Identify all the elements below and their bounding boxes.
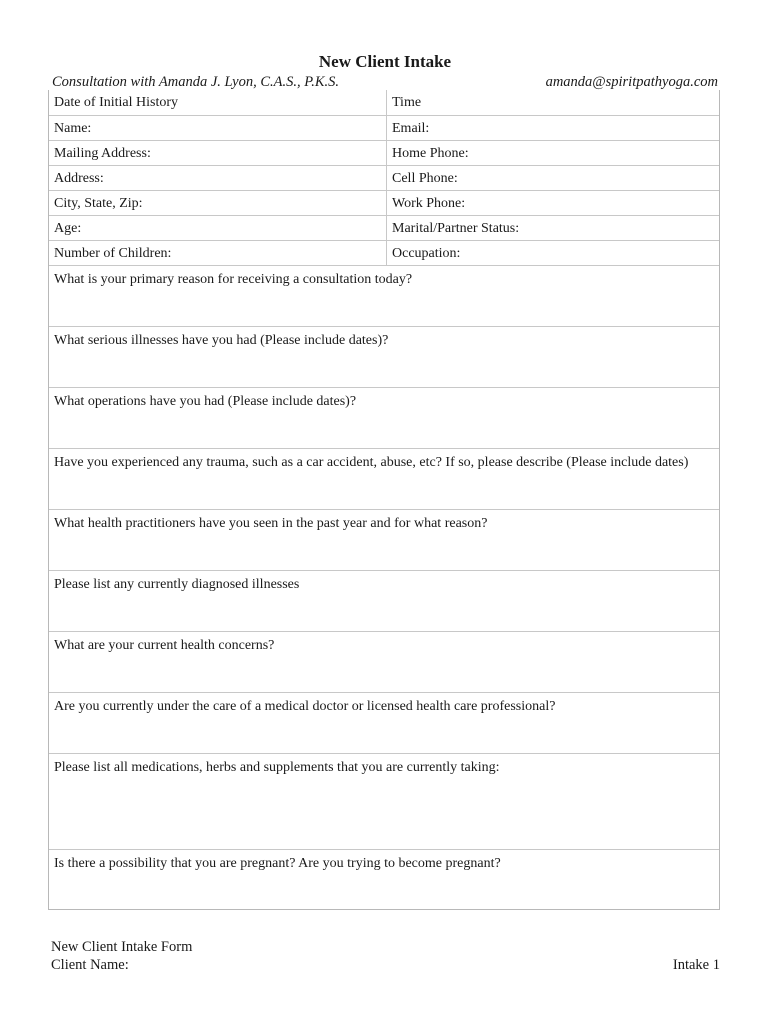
cell-phone-field[interactable]: Cell Phone: — [392, 171, 458, 186]
mailing-address-field[interactable]: Mailing Address: — [49, 141, 387, 165]
number-of-children-field[interactable]: Number of Children: — [49, 241, 387, 265]
field-row-name — [49, 115, 719, 140]
time-field[interactable]: Time — [392, 95, 422, 110]
field-row-children — [49, 240, 719, 265]
footer-page-label: Intake 1 — [672, 957, 720, 973]
email-field[interactable]: Email: — [392, 121, 430, 136]
question-health-concerns[interactable]: What are your current health concerns? — [49, 631, 719, 692]
question-medications[interactable]: Please list all medications, herbs and supplements that you are currently taking: — [49, 753, 719, 849]
form-title: New Client Intake — [318, 52, 452, 71]
address-field[interactable]: Address: — [49, 166, 387, 190]
question-health-practitioners[interactable]: What health practitioners have you seen in the past year and for what reason? — [49, 509, 719, 570]
field-row-date — [49, 90, 719, 115]
question-primary-reason[interactable]: What is your primary reason for receiving a consultation today? — [49, 265, 719, 326]
question-pregnancy[interactable]: Is there a possibility that you are pregnant? Are you trying to become pregnant? — [49, 849, 719, 909]
footer-client-name-label: Client Name: — [51, 957, 129, 973]
date-of-initial-history-field[interactable]: Date of Initial History — [49, 90, 387, 115]
city-state-zip-field[interactable]: City, State, Zip: — [49, 191, 387, 215]
question-trauma[interactable]: Have you experienced any trauma, such as a car accident, abuse, etc? If so, please describe (Please include dates) — [49, 448, 719, 509]
question-operations[interactable]: What operations have you had (Please include dates)? — [49, 387, 719, 448]
name-field[interactable]: Name: — [49, 116, 387, 140]
work-phone-field[interactable]: Work Phone: — [392, 196, 466, 211]
question-medical-care[interactable]: Are you currently under the care of a medical doctor or licensed health care professional? — [49, 692, 719, 753]
field-row-address — [49, 165, 719, 190]
question-diagnosed-illnesses[interactable]: Please list any currently diagnosed illnesses — [49, 570, 719, 631]
intake-form-table — [48, 90, 720, 910]
age-field[interactable]: Age: — [49, 216, 387, 240]
footer-form-name: New Client Intake Form — [51, 939, 193, 955]
contact-email: amanda@spiritpathyoga.com — [545, 74, 718, 90]
home-phone-field[interactable]: Home Phone: — [392, 146, 469, 161]
field-row-city — [49, 190, 719, 215]
field-row-age — [49, 215, 719, 240]
occupation-field[interactable]: Occupation: — [392, 246, 461, 261]
field-row-mailing — [49, 140, 719, 165]
question-serious-illnesses[interactable]: What serious illnesses have you had (Please include dates)? — [49, 326, 719, 387]
consultant-line: Consultation with Amanda J. Lyon, C.A.S., P.K.S. — [52, 74, 340, 90]
footer-left-block — [51, 938, 192, 974]
marital-status-field[interactable]: Marital/Partner Status: — [392, 221, 520, 236]
